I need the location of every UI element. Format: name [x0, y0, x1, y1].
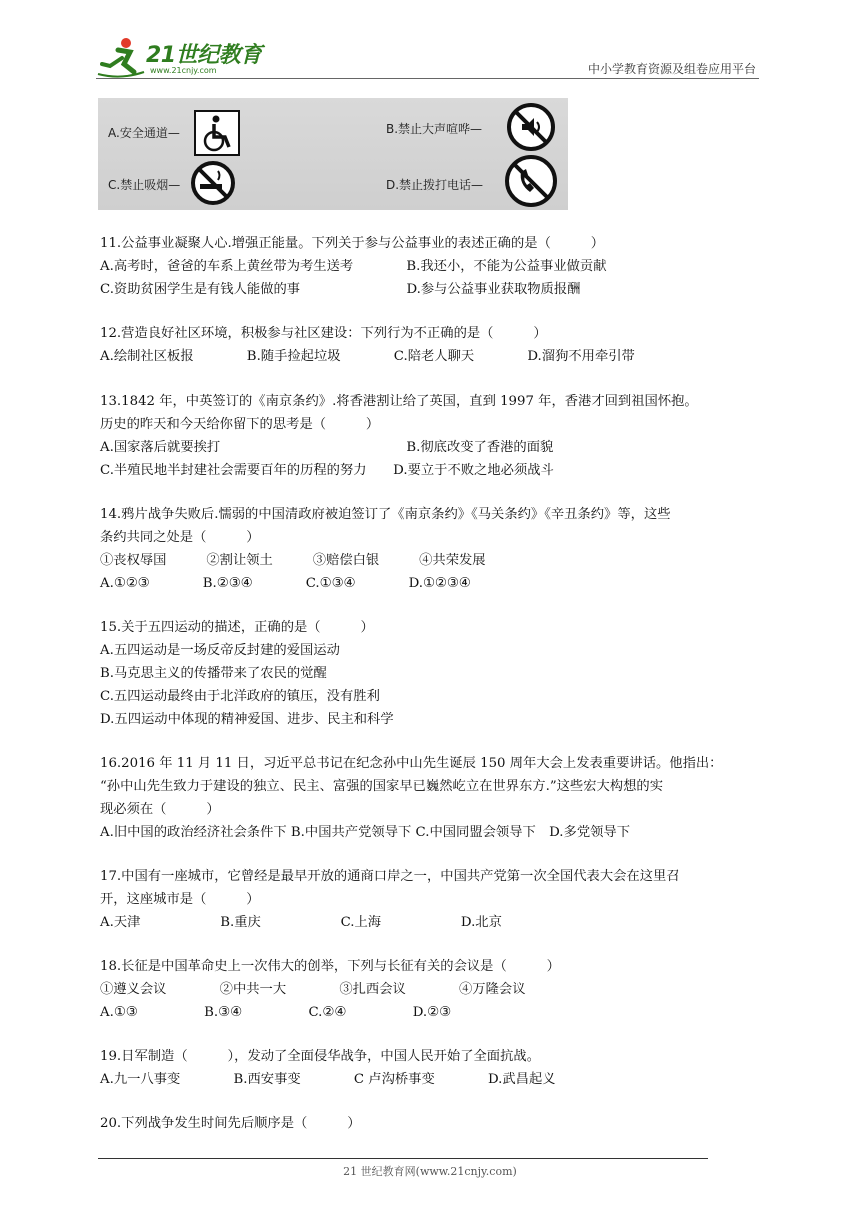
q12-options: A.绘制社区板报 B.随手捡起垃圾 C.陪老人聊天 D.溜狗不用牵引带	[100, 349, 635, 364]
header-divider	[96, 78, 759, 79]
q14-stem-line1: 14.鸦片战争失败后.懦弱的中国清政府被迫签订了《南京条约》《马关条约》《辛丑条约》等，这些	[100, 507, 671, 522]
q19-stem: 19.日军制造（ ），发动了全面侵华战争，中国人民开始了全面抗战。	[100, 1049, 540, 1064]
sign-label-c: C.禁止吸烟—	[108, 178, 181, 192]
q17-stem-line1: 17.中国有一座城市，它曾经是最早开放的通商口岸之一，中国共产党第一次全国代表大会在这里召	[100, 869, 680, 884]
runner-logo-icon	[96, 36, 146, 80]
q13-options-row1: A.国家落后就要挨打 B.彻底改变了香港的面貌	[100, 440, 554, 455]
q16-stem-line2: “孙中山先生致力于建设的独立、民主、富强的国家早已巍然屹立在世界东方.”这些宏大构想的实	[100, 779, 663, 794]
q15-option-a: A.五四运动是一场反帝反封建的爱国运动	[100, 643, 340, 658]
logo-text: 21世纪教育	[146, 43, 262, 68]
q13-options-row2: C.半殖民地半封建社会需要百年的历程的努力 D.要立于不败之地必须战斗	[100, 463, 554, 478]
q16-stem-line1: 16.2016 年 11 月 11 日，习近平总书记在纪念孙中山先生诞辰 150 周年大会上发表重要讲话。他指出：	[100, 756, 723, 771]
q13-stem-line1: 13.1842 年，中英签订的《南京条约》.将香港割让给了英国，直到 1997 年，香港才回到祖国怀抱。	[100, 394, 698, 409]
q11-options-row2: C.资助贫困学生是有钱人能做的事 D.参与公益事业获取物质报酬	[100, 282, 581, 297]
q18-items: ①遵义会议 ②中共一大 ③扎西会议 ④万隆会议	[100, 982, 526, 997]
q14-options: A.①②③ B.②③④ C.①③④ D.①②③④	[100, 576, 471, 591]
q17-options: A.天津 B.重庆 C.上海 D.北京	[100, 915, 502, 930]
q19-options: A.九一八事变 B.西安事变 C 卢沟桥事变 D.武昌起义	[100, 1072, 556, 1087]
no-smoking-icon	[190, 160, 236, 206]
q17-stem-line2: 开，这座城市是（ ）	[100, 892, 260, 907]
q13-stem-line2: 历史的昨天和今天给你留下的思考是（ ）	[100, 417, 380, 432]
sign-label-b: B.禁止大声喧哗—	[386, 122, 483, 136]
q11-stem: 11.公益事业凝聚人心.增强正能量。下列关于参与公益事业的表述正确的是（ ）	[100, 236, 605, 251]
no-noise-icon	[506, 102, 556, 152]
wheelchair-icon	[194, 110, 240, 156]
footer-divider	[98, 1158, 708, 1159]
no-phone-icon	[504, 154, 558, 208]
logo-url: www.21cnjy.com	[150, 66, 217, 75]
sign-label-a: A.安全通道—	[108, 126, 180, 140]
q18-options: A.①③ B.③④ C.②④ D.②③	[100, 1005, 451, 1020]
signs-figure	[98, 98, 568, 210]
q14-stem-line2: 条约共同之处是（ ）	[100, 530, 260, 545]
q15-option-c: C.五四运动最终由于北洋政府的镇压，没有胜利	[100, 689, 380, 704]
q16-options: A.旧中国的政治经济社会条件下 B.中国共产党领导下 C.中国同盟会领导下 D.多党领导下	[100, 825, 631, 840]
q20-stem: 20.下列战争发生时间先后顺序是（ ）	[100, 1116, 361, 1131]
footer-text: 21 世纪教育网(www.21cnjy.com)	[343, 1165, 517, 1178]
q15-option-b: B.马克思主义的传播带来了农民的觉醒	[100, 666, 327, 681]
q14-items: ①丧权辱国 ②割让领土 ③赔偿白银 ④共荣发展	[100, 553, 486, 568]
q18-stem: 18.长征是中国革命史上一次伟大的创举，下列与长征有关的会议是（ ）	[100, 959, 560, 974]
q16-stem-line3: 现必须在（ ）	[100, 802, 220, 817]
q15-option-d: D.五四运动中体现的精神爱国、进步、民主和科学	[100, 712, 394, 727]
q11-options-row1: A.高考时，爸爸的车系上黄丝带为考生送考 B.我还小，不能为公益事业做贡献	[100, 259, 607, 274]
header-platform-title: 中小学教育资源及组卷应用平台	[587, 62, 756, 76]
q15-stem: 15.关于五四运动的描述，正确的是（ ）	[100, 620, 374, 635]
q12-stem: 12.营造良好社区环境，积极参与社区建设：下列行为不正确的是（ ）	[100, 326, 547, 341]
sign-label-d: D.禁止拨打电话—	[386, 178, 484, 192]
